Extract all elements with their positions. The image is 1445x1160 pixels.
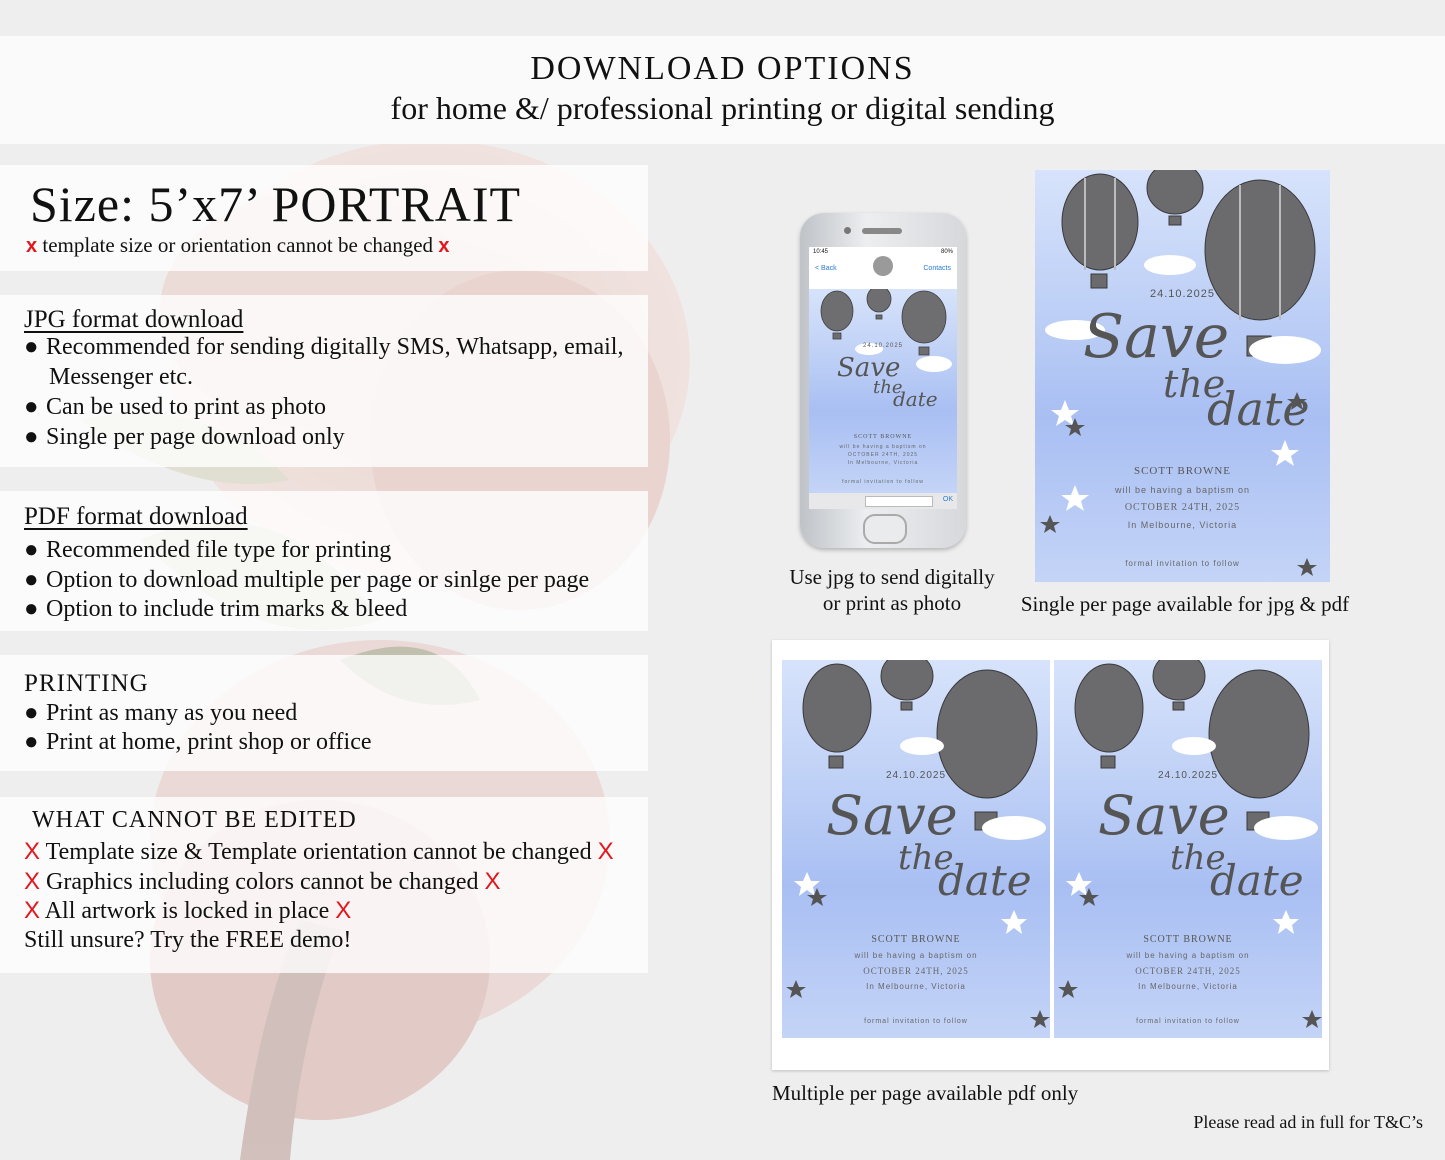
card-line: will be having a baptism on: [1114, 485, 1251, 495]
card-script-save: Save: [826, 784, 958, 847]
x-mark-icon: x: [26, 235, 38, 257]
phone-caption: Use jpg to send digitally or print as photo: [789, 565, 995, 615]
x-mark-icon: X: [597, 838, 614, 865]
card-script-save: Save: [1098, 784, 1230, 847]
card-line: formal invitation to follow: [864, 1018, 968, 1025]
card-line: formal invitation to follow: [842, 479, 924, 485]
bullet-icon: ●: [24, 567, 39, 593]
bullet-icon: ●: [24, 596, 39, 622]
card-date: 24.10.2025: [862, 343, 904, 349]
card-line: In Melbourne, Victoria: [847, 460, 919, 466]
phone-invitation-card: [809, 289, 957, 493]
card-line: In Melbourne, Victoria: [1138, 982, 1238, 991]
home-button-icon: [863, 514, 907, 544]
card-name: SCOTT BROWNE: [1143, 934, 1233, 945]
avatar: [873, 256, 893, 276]
bullet-icon: ●: [24, 334, 39, 360]
card-name: SCOTT BROWNE: [871, 934, 961, 945]
card-line: will be having a baptism on: [839, 444, 927, 450]
bullet-icon: ●: [24, 537, 39, 563]
list-item: ● Single per page download only: [24, 424, 345, 450]
message-input[interactable]: [865, 496, 933, 507]
bullet-icon: ●: [24, 424, 39, 450]
card-script-date: date: [1207, 382, 1310, 436]
card-line: OCTOBER 24TH, 2025: [863, 966, 969, 976]
card-script-the: the: [1170, 838, 1226, 878]
card-line: formal invitation to follow: [1136, 1018, 1240, 1025]
card-line: In Melbourne, Victoria: [1127, 520, 1238, 530]
cannot-edit-panel: [0, 797, 648, 973]
pdf-panel: [0, 491, 648, 631]
card-script-save: Save: [1083, 302, 1230, 372]
card-script-the: the: [873, 377, 903, 398]
phone-time: 10:45: [813, 249, 829, 255]
page-subtitle: for home &/ professional printing or digital sending: [390, 90, 1055, 126]
size-note-text: template size or orientation cannot be changed: [42, 233, 434, 257]
list-item: ● Recommended file type for printing: [24, 537, 392, 563]
printing-title: PRINTING: [24, 670, 149, 697]
sheet-card-left: [782, 660, 1050, 1038]
x-mark-icon: X: [335, 897, 352, 924]
jpg-title: JPG format download: [24, 306, 244, 333]
phone-battery: 80%: [940, 249, 953, 255]
cannot-edit-title: WHAT CANNOT BE EDITED: [32, 807, 357, 833]
size-title: Size: 5’x7’ PORTRAIT: [30, 176, 522, 232]
jpg-panel: [0, 295, 648, 467]
ok-button[interactable]: OK: [942, 496, 953, 503]
card-script-the: the: [898, 838, 954, 878]
sheet-card-right: [1054, 660, 1322, 1038]
single-invitation-card: [1035, 170, 1330, 582]
camera-icon: [844, 227, 851, 234]
card-script-the: the: [1163, 362, 1226, 406]
list-item: ● Option to include trim marks & bleed: [24, 596, 408, 622]
card-name: SCOTT BROWNE: [1133, 465, 1232, 477]
x-mark-icon: X: [24, 838, 41, 865]
list-item: ● Can be used to print as photo: [24, 394, 326, 420]
phone-mockup: [800, 213, 966, 548]
x-mark-icon: X: [24, 868, 41, 895]
pdf-title: PDF format download: [24, 503, 248, 530]
x-mark-icon: X: [24, 897, 41, 924]
card-script-date: date: [938, 856, 1032, 905]
bullet-icon: ●: [24, 729, 39, 755]
printing-panel: [0, 655, 648, 771]
list-item: X Graphics including colors cannot be changed X: [24, 868, 501, 895]
contacts-link[interactable]: Contacts: [923, 265, 951, 272]
list-item: X All artwork is locked in place X: [24, 897, 352, 924]
card-name: SCOTT BROWNE: [853, 434, 913, 440]
header-band: [0, 36, 1445, 144]
bullet-icon: ●: [24, 394, 39, 420]
card-line: OCTOBER 24TH, 2025: [847, 452, 919, 458]
list-item: X Template size & Template orientation cannot be changed X: [24, 838, 614, 865]
list-item: ● Print as many as you need: [24, 700, 298, 726]
card-line: OCTOBER 24TH, 2025: [1124, 502, 1241, 513]
card-date: 24.10.2025: [885, 770, 947, 781]
card-date: 24.10.2025: [1149, 288, 1216, 300]
single-caption: Single per page available for jpg & pdf: [1020, 592, 1350, 616]
card-line: OCTOBER 24TH, 2025: [1135, 966, 1241, 976]
size-panel: [0, 165, 648, 271]
card-line: In Melbourne, Victoria: [866, 982, 966, 991]
card-script-save: Save: [837, 353, 901, 383]
list-item: Messenger etc.: [49, 364, 193, 390]
speaker-icon: [862, 228, 902, 234]
back-link[interactable]: < Back: [815, 265, 837, 272]
list-item: ● Option to download multiple per page or sinlge per page: [24, 567, 590, 593]
multiple-caption: Multiple per page available pdf only: [772, 1081, 1079, 1105]
page-title: DOWNLOAD OPTIONS: [530, 50, 915, 87]
footer-note: Please read ad in full for T&C’s: [1193, 1112, 1423, 1132]
card-script-date: date: [893, 387, 938, 411]
list-item: ● Print at home, print shop or office: [24, 729, 372, 755]
card-line: will be having a baptism on: [1126, 951, 1250, 960]
demo-text: Still unsure? Try the FREE demo!: [24, 927, 352, 953]
message-bar: [809, 493, 957, 509]
multiple-sheet: [772, 640, 1329, 1070]
card-script-date: date: [1210, 856, 1304, 905]
x-mark-icon: X: [484, 868, 501, 895]
list-item: ● Recommended for sending digitally SMS, Whatsapp, email,: [24, 334, 624, 360]
x-mark-icon: x: [438, 235, 450, 257]
card-line: will be having a baptism on: [854, 951, 978, 960]
card-date: 24.10.2025: [1157, 770, 1219, 781]
card-line: formal invitation to follow: [1125, 559, 1240, 568]
bullet-icon: ●: [24, 700, 39, 726]
phone-screen: [809, 247, 957, 509]
size-note: [26, 233, 449, 258]
